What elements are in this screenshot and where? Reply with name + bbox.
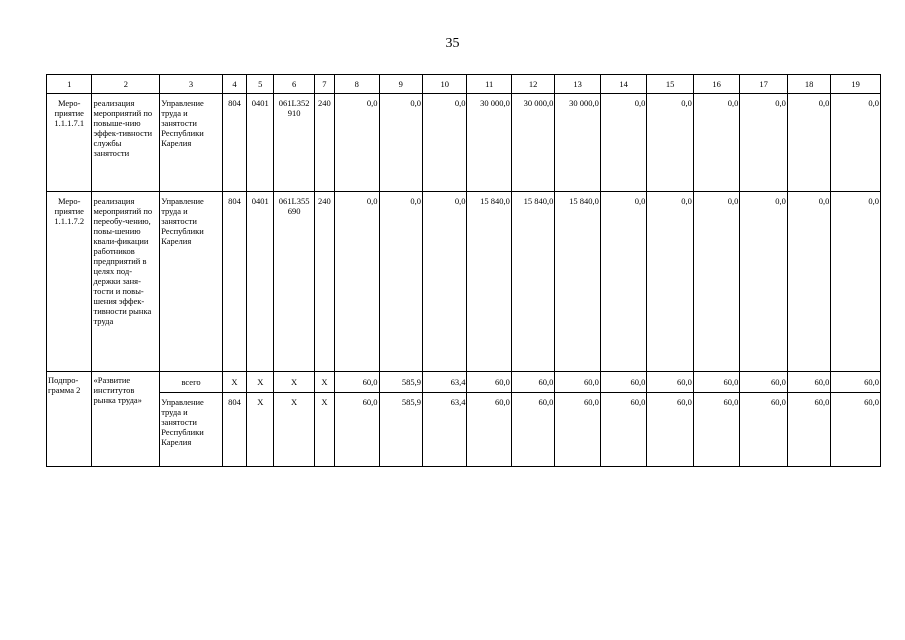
grbs-code: Х (222, 372, 246, 393)
item-code: Меро-приятие 1.1.1.7.1 (47, 94, 92, 192)
item-code: Подпро-грамма 2 (47, 372, 92, 467)
value-cell: 585,9 (379, 393, 422, 467)
value-cell: 0,0 (787, 94, 830, 192)
value-cell: 30 000,0 (511, 94, 554, 192)
value-cell: 15 840,0 (467, 192, 511, 372)
header-cell: 9 (379, 75, 422, 94)
value-cell: 0,0 (831, 192, 881, 372)
value-cell: 60,0 (555, 393, 600, 467)
value-cell: 60,0 (511, 372, 554, 393)
target-code: Х (274, 393, 314, 467)
value-cell: 0,0 (693, 94, 740, 192)
value-cell: 0,0 (787, 192, 830, 372)
table-row (47, 94, 881, 192)
header-cell: 4 (222, 75, 246, 94)
value-cell: 60,0 (787, 393, 830, 467)
value-cell: 0,0 (422, 94, 466, 192)
section-code: Х (247, 393, 274, 467)
value-cell: 63,4 (422, 372, 466, 393)
item-description: реализация мероприятий по переобу-чению, повы-шению квали-фикации работников предприятий в целях под-держки заня-тости и повы-шения эффек-тивности рынка труда (92, 192, 160, 372)
responsible-executor: Управление труда и занятости Республики Карелия (160, 94, 223, 192)
item-description: реализация мероприятий по повыше-нию эффек-тивности службы занятости (92, 94, 160, 192)
value-cell: 60,0 (511, 393, 554, 467)
header-cell: 10 (422, 75, 466, 94)
value-cell: 0,0 (379, 192, 422, 372)
value-cell: 0,0 (600, 192, 647, 372)
page-number: 35 (445, 36, 460, 51)
header-cell: 11 (467, 75, 511, 94)
header-cell: 15 (647, 75, 694, 94)
expense-type: Х (314, 372, 334, 393)
value-cell: 0,0 (647, 192, 694, 372)
expense-type: 240 (314, 94, 334, 192)
expense-type: Х (314, 393, 334, 467)
responsible-executor: всего (160, 372, 223, 393)
header-row (47, 75, 881, 94)
value-cell: 30 000,0 (467, 94, 511, 192)
target-code: Х (274, 372, 314, 393)
value-cell: 60,0 (600, 393, 647, 467)
header-cell: 17 (740, 75, 788, 94)
value-cell: 60,0 (647, 372, 694, 393)
value-cell: 60,0 (467, 393, 511, 467)
value-cell: 0,0 (740, 192, 788, 372)
grbs-code: 804 (222, 94, 246, 192)
value-cell: 60,0 (600, 372, 647, 393)
value-cell: 60,0 (740, 372, 788, 393)
value-cell: 0,0 (831, 94, 881, 192)
table-row (47, 372, 881, 393)
value-cell: 60,0 (335, 372, 379, 393)
value-cell: 60,0 (831, 393, 881, 467)
expense-type: 240 (314, 192, 334, 372)
header-cell: 2 (92, 75, 160, 94)
grbs-code: 804 (222, 192, 246, 372)
responsible-executor: Управление труда и занятости Республики Карелия (160, 393, 223, 467)
budget-table (46, 74, 881, 467)
item-description: «Развитие институтов рынка труда» (92, 372, 160, 467)
header-cell: 3 (160, 75, 223, 94)
value-cell: 0,0 (740, 94, 788, 192)
section-code: 0401 (247, 192, 274, 372)
value-cell: 60,0 (831, 372, 881, 393)
value-cell: 60,0 (740, 393, 788, 467)
value-cell: 15 840,0 (511, 192, 554, 372)
header-cell: 16 (693, 75, 740, 94)
item-code: Меро-приятие 1.1.1.7.2 (47, 192, 92, 372)
table-row (47, 393, 881, 467)
table-row (47, 192, 881, 372)
value-cell: 60,0 (693, 393, 740, 467)
header-cell: 13 (555, 75, 600, 94)
value-cell: 60,0 (787, 372, 830, 393)
header-cell: 12 (511, 75, 554, 94)
header-cell: 14 (600, 75, 647, 94)
value-cell: 60,0 (555, 372, 600, 393)
value-cell: 0,0 (647, 94, 694, 192)
header-cell: 8 (335, 75, 379, 94)
value-cell: 0,0 (335, 192, 379, 372)
value-cell: 0,0 (379, 94, 422, 192)
target-code: 061L352 910 (274, 94, 314, 192)
header-cell: 19 (831, 75, 881, 94)
value-cell: 0,0 (693, 192, 740, 372)
value-cell: 60,0 (647, 393, 694, 467)
responsible-executor: Управление труда и занятости Республики Карелия (160, 192, 223, 372)
header-cell: 18 (787, 75, 830, 94)
header-cell: 1 (47, 75, 92, 94)
section-code: 0401 (247, 94, 274, 192)
header-cell: 5 (247, 75, 274, 94)
value-cell: 15 840,0 (555, 192, 600, 372)
header-cell: 7 (314, 75, 334, 94)
header-cell: 6 (274, 75, 314, 94)
value-cell: 30 000,0 (555, 94, 600, 192)
value-cell: 60,0 (693, 372, 740, 393)
value-cell: 60,0 (335, 393, 379, 467)
value-cell: 60,0 (467, 372, 511, 393)
value-cell: 585,9 (379, 372, 422, 393)
value-cell: 0,0 (600, 94, 647, 192)
value-cell: 0,0 (335, 94, 379, 192)
grbs-code: 804 (222, 393, 246, 467)
value-cell: 0,0 (422, 192, 466, 372)
target-code: 061L355 690 (274, 192, 314, 372)
value-cell: 63,4 (422, 393, 466, 467)
section-code: Х (247, 372, 274, 393)
